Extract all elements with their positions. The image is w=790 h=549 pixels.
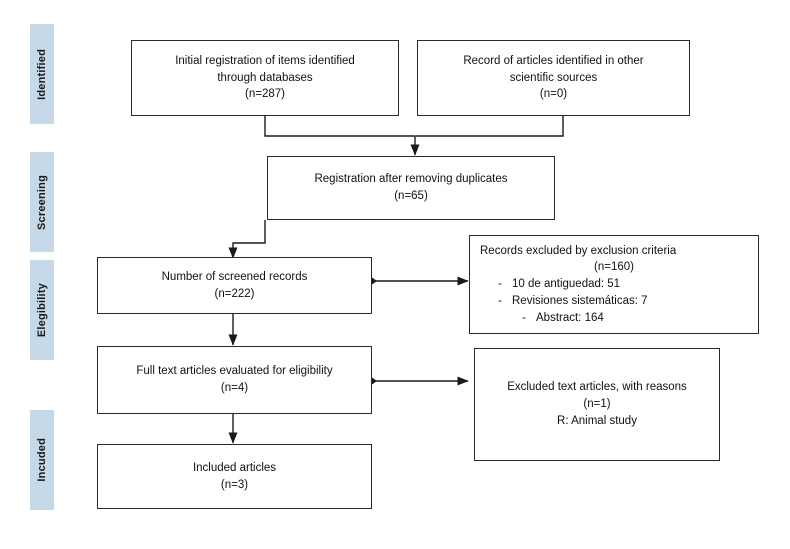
box-other-sources-count: (n=0) — [539, 88, 568, 101]
box-excluded-criteria-bullet-3 — [480, 310, 748, 327]
box-initial-registration-databases — [131, 40, 399, 116]
box-records-excluded-criteria — [469, 235, 759, 334]
box-registration-after-duplicates — [267, 156, 555, 220]
box-excluded-fulltext-count: (n=1) — [583, 398, 611, 411]
box-duplicates-line1: Registration after removing duplicates — [314, 173, 508, 186]
box-fulltext-eligibility — [97, 346, 372, 414]
box-excluded-fulltext-reasons — [474, 348, 720, 461]
box-included-count: (n=3) — [220, 478, 249, 491]
box-excluded-criteria-line1: Records excluded by exclusion criteria — [480, 244, 677, 257]
box-databases-line1: Initial registration of items identified — [175, 54, 355, 67]
box-included-articles — [97, 444, 372, 509]
box-excluded-criteria-count: (n=160) — [594, 261, 634, 274]
stage-label-included — [30, 410, 54, 510]
stage-label-screening-text: Screening — [36, 174, 48, 230]
box-excluded-criteria-bullet-1-text: 10 de antiguedad: 51 — [512, 278, 621, 291]
bullet-dash-icon: - — [522, 311, 526, 324]
box-other-sources-line1: Record of articles identified in other — [463, 54, 644, 67]
stage-label-identified-text: Identified — [36, 48, 48, 100]
stage-label-screening — [30, 152, 54, 252]
box-included-line1: Included articles — [192, 461, 277, 474]
bullet-dash-icon: - — [498, 278, 502, 291]
box-screened-records — [97, 257, 372, 314]
box-screened-count: (n=222) — [214, 287, 255, 300]
box-excluded-fulltext-line1: Excluded text articles, with reasons — [507, 381, 687, 394]
box-other-sources-line2: scientific sources — [509, 71, 598, 84]
box-excluded-fulltext-reason: R: Animal study — [557, 414, 637, 427]
box-excluded-criteria-bullet-1 — [480, 276, 748, 293]
box-excluded-criteria-bullet-3-text: Abstract: 164 — [536, 311, 604, 324]
box-excluded-criteria-bullet-2 — [480, 293, 748, 310]
stage-label-eligibility — [30, 260, 54, 360]
stage-label-eligibility-text: Elegibility — [36, 282, 48, 338]
box-screened-line1: Number of screened records — [161, 270, 308, 283]
stage-label-included-text: Incuded — [36, 438, 48, 482]
box-other-scientific-sources — [417, 40, 690, 116]
box-duplicates-count: (n=65) — [394, 190, 428, 202]
box-databases-count: (n=287) — [245, 88, 285, 101]
box-fulltext-line1: Full text articles evaluated for eligibility — [136, 365, 333, 378]
box-databases-line2: through databases — [217, 71, 313, 84]
stage-label-identified — [30, 24, 54, 124]
box-excluded-criteria-bullet-2-text: Revisiones sistemáticas: 7 — [512, 294, 648, 307]
box-fulltext-count: (n=4) — [220, 382, 249, 394]
bullet-dash-icon: - — [498, 294, 502, 307]
